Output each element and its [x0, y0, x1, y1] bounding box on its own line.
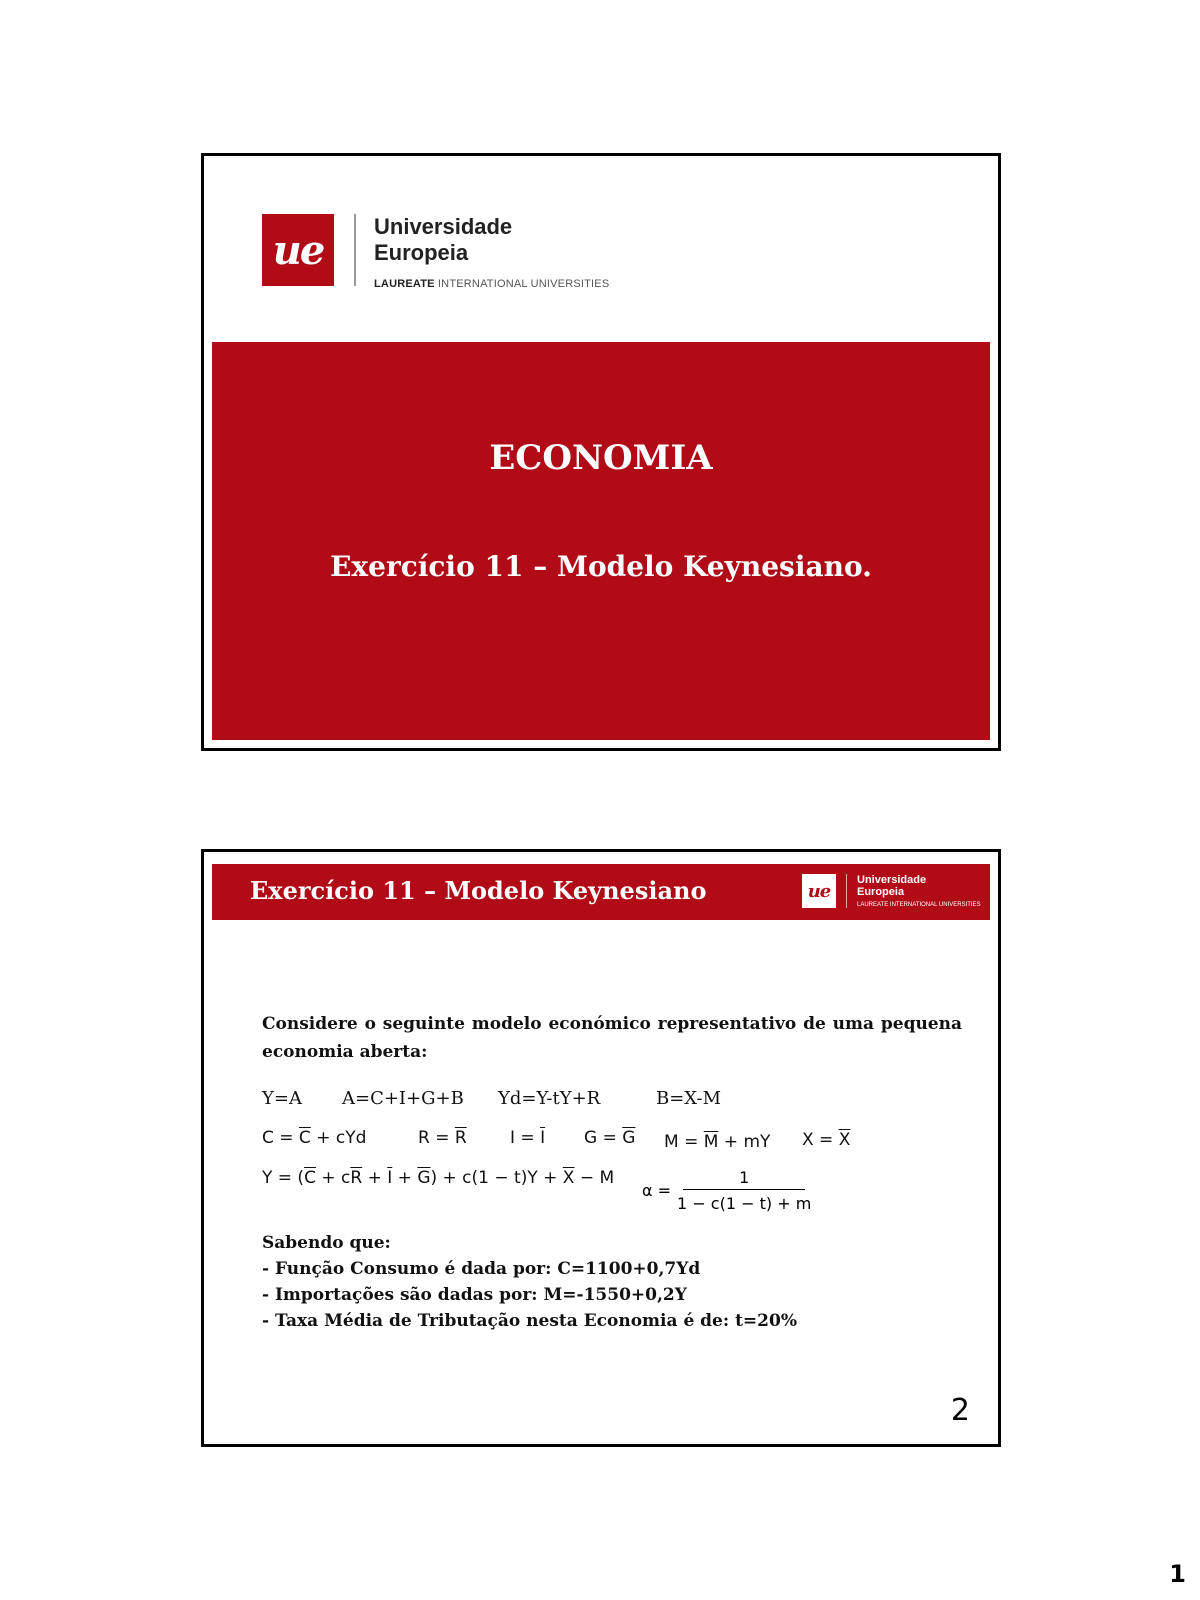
eq-disposable-income: Yd=Y-tY+R [498, 1088, 601, 1109]
given-data-title: Sabendo que: [262, 1233, 391, 1253]
content-slide [201, 849, 1001, 1447]
fraction-denominator: 1 − c(1 − t) + m [677, 1194, 812, 1213]
slide-page-number: 2 [950, 1393, 970, 1428]
title-band [212, 342, 990, 740]
header-title: Exercício 11 – Modelo Keynesiano [250, 876, 707, 905]
multiplier-fraction [677, 1168, 811, 1213]
logo-name-line2-small: Europeia [857, 886, 905, 898]
logo-divider-small [846, 874, 847, 908]
eq-government: $G = \overline{G}$ [584, 1128, 636, 1148]
logo-name-line1: Universidade [374, 214, 513, 239]
logo-subtitle-small: LAUREATE INTERNATIONAL UNIVERSITIES [857, 902, 981, 908]
ue-logo-mark-small: ue [802, 874, 836, 908]
intro-paragraph: Considere o seguinte modelo económico representativo de uma pequena economia aberta: [262, 1014, 962, 1062]
eq-aggregate-demand: A=C+I+G+B [342, 1088, 464, 1109]
eq-consumption: $C = \overline{C}$ + cYd [262, 1128, 367, 1148]
eq-equilibrium-income: $Y = (\overline{C} + c\overline{R} + \overline{I} + \overline{G}) + c(1 - t)Y + \overline{X} - M$ [262, 1168, 615, 1188]
given-import-function: - Importações são dadas por: M=-1550+0,2Y [262, 1285, 687, 1305]
slide-header [212, 864, 990, 920]
logo-text [374, 214, 609, 290]
fraction-numerator: 1 [739, 1168, 750, 1187]
logo-text-small [857, 874, 981, 908]
alpha-label: α = [642, 1181, 672, 1200]
given-tax-rate: - Taxa Média de Tributação nesta Economia é de: t=20% [262, 1311, 797, 1331]
logo-name-line1-small: Universidade [857, 874, 927, 886]
eq-imports: $M = \overline{M}$ + mY [664, 1132, 771, 1152]
eq-transfers: $R = \overline{R}$ [418, 1128, 467, 1148]
eq-investment: $I = \overline{I}$ [510, 1128, 546, 1148]
header-logo [802, 874, 981, 908]
eq-y-equals-a: Y=A [262, 1088, 302, 1109]
logo-name-line2: Europeia [374, 240, 469, 265]
university-logo [262, 214, 609, 290]
logo-sub-bold: LAUREATE [374, 278, 435, 290]
given-consumption-function: - Função Consumo é dada por: C=1100+0,7Yd [262, 1259, 701, 1279]
slide-title: ECONOMIA [489, 438, 713, 478]
multiplier-formula [642, 1168, 811, 1213]
logo-divider [354, 214, 356, 286]
slide-subtitle: Exercício 11 – Modelo Keynesiano. [330, 550, 872, 583]
document-page-number: 1 [1169, 1560, 1186, 1588]
logo-subtitle [374, 278, 609, 290]
logo-sub-rest: INTERNATIONAL UNIVERSITIES [434, 278, 610, 290]
eq-trade-balance: B=X-M [656, 1088, 721, 1109]
title-slide [201, 153, 1001, 751]
given-data [262, 1230, 962, 1334]
ue-logo-mark: ue [262, 214, 334, 286]
eq-exports: $X = \overline{X}$ [802, 1130, 851, 1150]
